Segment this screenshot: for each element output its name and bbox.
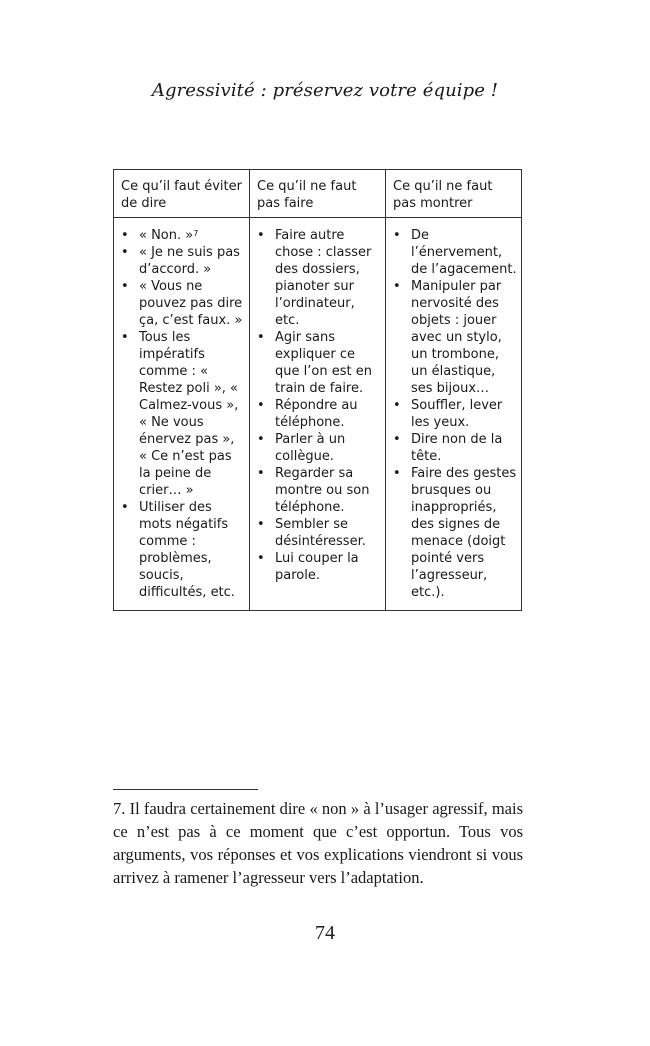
header-avoid-showing: Ce qu’il ne faut pas montrer bbox=[386, 170, 522, 218]
column-avoid-saying bbox=[114, 218, 250, 611]
list-item: • Manipuler par nervosité des objets : jouer avec un stylo, un trombone, un élastique, ses bijoux… bbox=[393, 278, 517, 397]
list-item: • Faire autre chose : classer des dossiers, pianoter sur l’ordinateur, etc. bbox=[257, 227, 381, 329]
page-number: 74 bbox=[315, 922, 335, 944]
column-avoid-doing bbox=[250, 218, 386, 611]
list-item: • Faire des gestes brusques ou inappropriés, des signes de menace (doigt pointé vers l’agresseur, etc.). bbox=[393, 465, 517, 601]
list-item: • Dire non de la tête. bbox=[393, 431, 517, 465]
header-avoid-saying: Ce qu’il faut éviter de dire bbox=[114, 170, 250, 218]
running-header: Agressivité : préservez votre équipe ! bbox=[151, 80, 499, 101]
list-item: • Regarder sa montre ou son téléphone. bbox=[257, 465, 381, 516]
list-item: • Tous les impératifs comme : « Restez poli », « Calmez-vous », « Ne vous énervez pas », « Ce n’est pas la peine de crier… » bbox=[121, 329, 245, 499]
avoid-showing-list bbox=[393, 227, 517, 601]
list-item: • Utiliser des mots négatifs comme : problèmes, soucis, difficultés, etc. bbox=[121, 499, 245, 601]
list-item: • Souffler, lever les yeux. bbox=[393, 397, 517, 431]
footnote-reference: 7 bbox=[193, 229, 199, 238]
list-item: • « Je ne suis pas d’accord. » bbox=[121, 244, 245, 278]
footnote-number: 7. bbox=[113, 799, 126, 818]
list-item: • Répondre au téléphone. bbox=[257, 397, 381, 431]
guidelines-table bbox=[113, 169, 522, 611]
list-item: • Agir sans expliquer ce que l’on est en train de faire. bbox=[257, 329, 381, 397]
list-item: • « Vous ne pouvez pas dire ça, c’est faux. » bbox=[121, 278, 245, 329]
footnote bbox=[113, 797, 523, 889]
list-item bbox=[121, 227, 245, 244]
header-avoid-doing: Ce qu’il ne faut pas faire bbox=[250, 170, 386, 218]
footnote-separator bbox=[113, 789, 258, 790]
list-item: • Sembler se désintéresser. bbox=[257, 516, 381, 550]
avoid-saying-list bbox=[121, 227, 245, 601]
list-item: • Lui couper la parole. bbox=[257, 550, 381, 584]
list-item: • Parler à un collègue. bbox=[257, 431, 381, 465]
table-body-row bbox=[114, 218, 522, 611]
list-item: • De l’énervement, de l’agacement. bbox=[393, 227, 517, 278]
list-item-text: « Non. » bbox=[139, 228, 194, 243]
column-avoid-showing bbox=[386, 218, 522, 611]
table-header-row bbox=[114, 170, 522, 218]
footnote-text: Il faudra certainement dire « non » à l’usager agressif, mais ce n’est pas à ce moment que c’est opportun. Tous vos arguments, vos réponses et vos explications viendront si vous arrivez à ramener l’agresseur vers l’adaptation. bbox=[113, 799, 523, 887]
avoid-doing-list bbox=[257, 227, 381, 584]
